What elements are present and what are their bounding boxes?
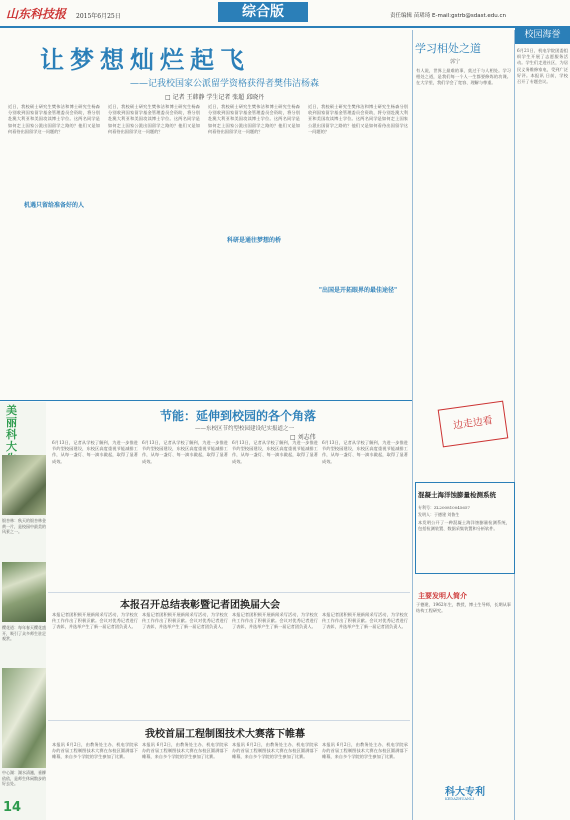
divider-award: [48, 592, 410, 593]
inventor-header: 主要发明人简介: [418, 592, 467, 600]
column-divider: [412, 30, 413, 820]
patent-title: 混凝土海洋蚀膨量检测系统: [418, 491, 496, 499]
main-body-col2: 近日，我校硕士研究生樊伟洁和博士研究生杨森分别收到国家留学基金管理委员会资助，将分别赴澳大利亚和美国攻读博士学位。这两名同学是如何走上国家公派出国留学之路的？他们又是如何看待出国留学这一问题的？: [108, 104, 200, 134]
main-subhead-3: "出国是开拓眼界的最佳途径": [318, 287, 398, 294]
stamp-graphic: 边走边看: [438, 401, 509, 448]
award-headline: 本报召开总结表彰暨记者团换届大会: [120, 600, 280, 611]
contest-body-col3: 本报讯 6月2日，由教务处主办、机电学院承办的首届工程制图技术大赛在东校区圆满落下帷幕，来自多个学院的学生参加了比赛。: [232, 742, 318, 760]
contest-headline: 我校首届工程制图技术大赛落下帷幕: [145, 729, 305, 740]
patent-number: 专利号：ZL200810045657: [418, 505, 470, 510]
award-body-col2: 本报记者团积极开展新闻采写活动，为学校宣传工作作出了积极贡献。会议对优秀记者进行了表彰，并选举产生了新一届记者团负责人。: [142, 612, 228, 630]
divider-contest: [48, 720, 410, 721]
photo-sakura: [2, 562, 46, 622]
main-subhead-2: 科研是通往梦想的桥: [226, 237, 281, 244]
patent-body: 本发明公开了一种混凝土海洋蚀膨量检测系统，包括检测装置、数据采集装置和分析软件。: [418, 520, 510, 532]
contest-body-col4: 本报讯 6月2日，由教务处主办、机电学院承办的首届工程制图技术大赛在东校区圆满落下帷幕，来自多个学院的学生参加了比赛。: [322, 742, 408, 760]
essay-author: 郭宁: [450, 59, 461, 65]
main-subtitle: ——记我校国家公派留学资格获得者樊伟洁杨森: [130, 79, 320, 89]
contest-body-col2: 本报讯 6月2日，由教务处主办、机电学院承办的首届工程制图技术大赛在东校区圆满落下帷幕，来自多个学院的学生参加了比赛。: [142, 742, 228, 760]
main-body-col4: 近日，我校硕士研究生樊伟洁和博士研究生杨森分别收到国家留学基金管理委员会资助，将分别赴澳大利亚和美国攻读博士学位。这两名同学是如何走上国家公派出国留学之路的？他们又是如何看待出国留学这一问题的？: [308, 104, 408, 134]
energy-body-col1: 6月13日，记者从学校了解到，为进一步推进节约型校园建设，东校区高度重视节能减排工作，从每一盏灯、每一滴水做起，取得了显著成效。: [52, 440, 138, 464]
sidebar-title: 美丽科大: [6, 404, 17, 453]
page-number: 14: [3, 800, 22, 815]
inventor-body: 于德建，1962年生，教授，博士生导师，长期从事结构工程研究。: [416, 602, 511, 614]
main-subhead-1: 机遇只留给准备好的人: [23, 202, 84, 209]
column-divider-right: [514, 30, 515, 820]
contest-body-col1: 本报讯 6月2日，由教务处主办、机电学院承办的首届工程制图技术大赛在东校区圆满落下帷幕，来自多个学院的学生参加了比赛。: [52, 742, 138, 760]
main-body-col1: 近日，我校硕士研究生樊伟洁和博士研究生杨森分别收到国家留学基金管理委员会资助，将分别赴澳大利亚和美国攻读博士学位。这两名同学是如何走上国家公派出国留学之路的？他们又是如何看待出国留学这一问题的？: [8, 104, 100, 134]
caption-1: 银杏林：秋天的银杏林金黄一片，是校园中最美的风景之一。: [2, 518, 46, 534]
newspaper-logo: 山东科技报: [6, 7, 67, 21]
section-banner: 综合版: [218, 2, 308, 22]
far-right-body: 6月21日，机电学院团委组织学生开展了志愿服务活动。学生们走进社区，为居民义务维修家电，受到广泛好评。本报讯 日前，学校召开了专题会议。: [517, 48, 568, 85]
issue-date: 2015年6月25日: [76, 13, 121, 20]
energy-body-col3: 6月13日，记者从学校了解到，为进一步推进节约型校园建设，东校区高度重视节能减排工作，从每一盏灯、每一滴水做起，取得了显著成效。: [232, 440, 318, 464]
essay-body: 有人说，世界上最难的事，莫过于与人相处。学习相处之道，是我们每一个人一生都要修炼的功课。在大学里，我们学会了宽容、理解与尊重。: [416, 68, 511, 86]
award-body-col1: 本报记者团积极开展新闻采写活动，为学校宣传工作作出了积极贡献。会议对优秀记者进行了表彰，并选举产生了新一届记者团负责人。: [52, 612, 138, 630]
energy-body-col4: 6月13日，记者从学校了解到，为进一步推进节约型校园建设，东校区高度重视节能减排工作，从每一盏灯、每一滴水做起，取得了显著成效。: [322, 440, 408, 464]
main-body-col3: 近日，我校硕士研究生樊伟洁和博士研究生杨森分别收到国家留学基金管理委员会资助，将分别赴澳大利亚和美国攻读博士学位。这两名同学是如何走上国家公派出国留学之路的？他们又是如何看待出国留学这一问题的？: [208, 104, 300, 134]
photo-ginkgo: [2, 455, 46, 515]
energy-body-col2: 6月13日，记者从学校了解到，为进一步推进节约型校园建设，东校区高度重视节能减排工作，从每一盏灯、每一滴水做起，取得了显著成效。: [142, 440, 228, 464]
caption-3: 中心湖：湖水清澈，垂柳依依，是师生休闲散步的好去处。: [2, 770, 46, 786]
photo-lake: [2, 668, 46, 768]
section-divider: [0, 400, 412, 401]
main-byline: □ 记者 王韩静 学生记者 张超 邱晓丹: [165, 94, 265, 101]
patent-inventors: 发明人：于德建 刘鲁生: [418, 512, 460, 517]
column-header: 校园海誉: [515, 26, 570, 44]
energy-subtitle: ——东校区节约型校园建设纪实报道之一: [195, 426, 295, 432]
energy-headline: 节能：延伸到校园的各个角落: [160, 409, 317, 423]
essay-title: 学习相处之道: [415, 42, 481, 55]
award-body-col3: 本报记者团积极开展新闻采写活动，为学校宣传工作作出了积极贡献。会议对优秀记者进行了表彰，并选举产生了新一届记者团负责人。: [232, 612, 318, 630]
brand-logo-en: KEDAZHUANLI: [445, 797, 474, 801]
editor-info: 责任编辑 苗珺琦 E-mail:gstrb@sdast.edu.cn: [390, 13, 506, 19]
award-body-col4: 本报记者团积极开展新闻采写活动，为学校宣传工作作出了积极贡献。会议对优秀记者进行了表彰，并选举产生了新一届记者团负责人。: [322, 612, 408, 630]
brand-logo: 科大专利: [445, 787, 485, 798]
main-headline: 让梦想灿烂起飞: [40, 46, 250, 74]
energy-byline: □ 刘志伟: [290, 434, 316, 441]
caption-2: 樱花道：每年春天樱花盛开，吸引了众多师生驻足观赏。: [2, 625, 46, 641]
